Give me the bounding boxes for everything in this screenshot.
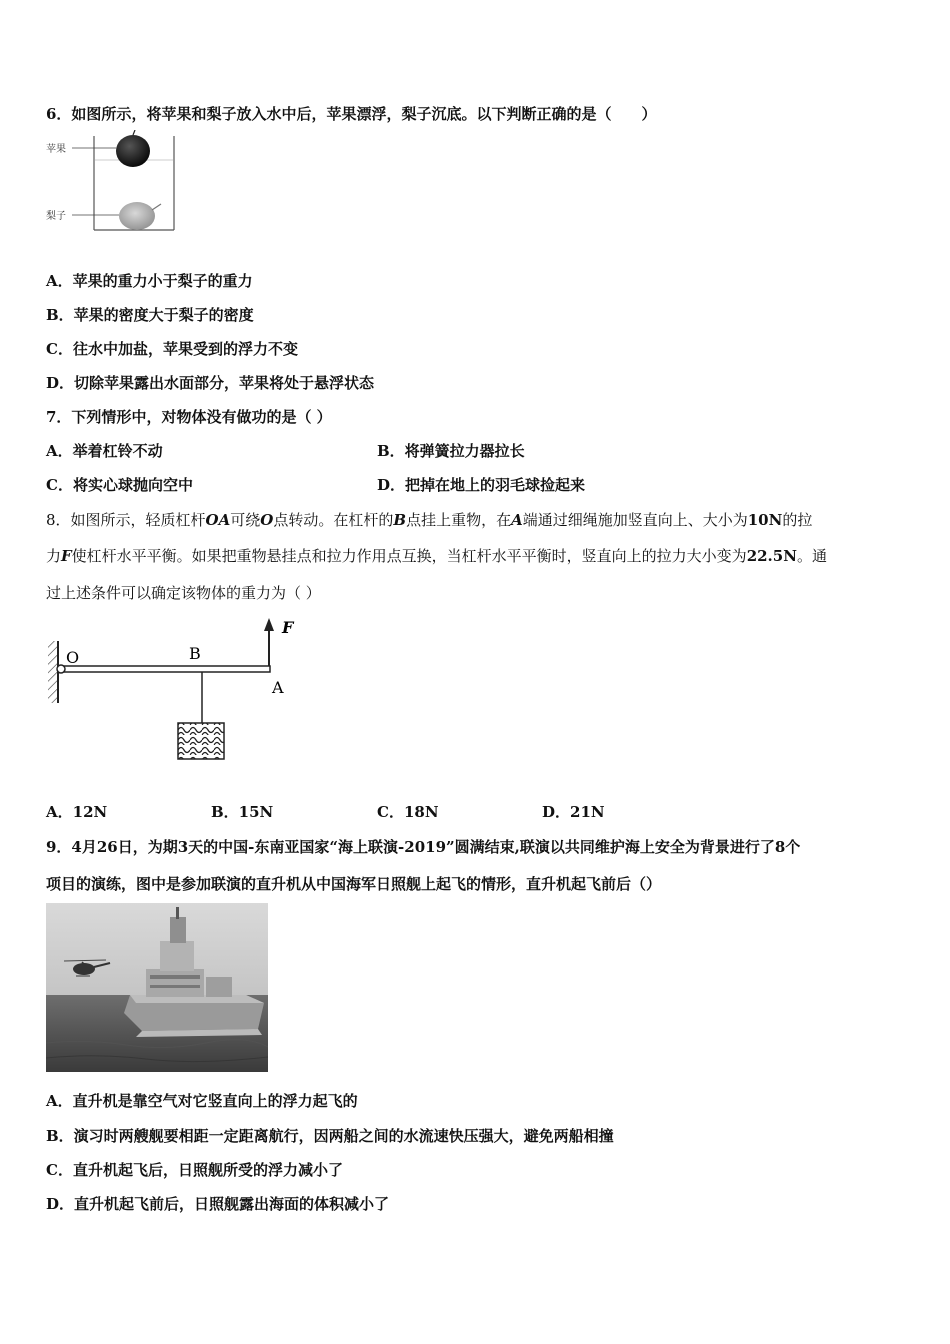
q8-figure-lever — [46, 615, 306, 765]
q9-option-a[interactable]: A．直升机是靠空气对它竖直向上的浮力起飞的 — [46, 1092, 358, 1110]
pear-shape — [119, 202, 155, 230]
q9-stem-line-1: 9．4月26日，为期3天的中国-东南亚国家“海上联演-2019”圆满结束,联演以共同维护海上安全为背景进行了8个 — [46, 838, 801, 856]
force-arrow — [264, 618, 274, 666]
q8-option-c[interactable]: C．18N — [377, 803, 439, 821]
q8-stem-line-3: 过上述条件可以确定该物体的重力为（ ） — [46, 584, 321, 602]
q7-option-b[interactable]: B．将弹簧拉力器拉长 — [377, 442, 525, 460]
q8-stem-line-2: 力F使杠杆水平平衡。如果把重物悬挂点和拉力作用点互换，当杠杆水平平衡时，竖直向上的拉力大小变为22.5N。通 — [46, 547, 827, 565]
q7-option-d[interactable]: D．把掉在地上的羽毛球捡起来 — [377, 476, 586, 494]
lever-bar — [60, 666, 270, 672]
label-a: A — [272, 678, 284, 697]
pear-label: 梨子 — [46, 211, 66, 222]
q9-photo-warship — [46, 903, 268, 1072]
wall-support — [48, 641, 58, 703]
weight-block — [178, 723, 224, 759]
q8-option-a[interactable]: A．12N — [46, 803, 108, 821]
label-o: O — [66, 648, 80, 667]
q6-option-b[interactable]: B．苹果的密度大于梨子的密度 — [46, 306, 254, 324]
q7-option-a[interactable]: A．举着杠铃不动 — [46, 442, 163, 460]
label-b: B — [189, 644, 201, 663]
q8-option-b[interactable]: B．15N — [211, 803, 274, 821]
q9-option-c[interactable]: C．直升机起飞后，日照舰所受的浮力减小了 — [46, 1161, 343, 1179]
q9-option-d[interactable]: D．直升机起飞前后，日照舰露出海面的体积减小了 — [46, 1195, 390, 1213]
q6-option-a[interactable]: A．苹果的重力小于梨子的重力 — [46, 272, 253, 290]
q6-figure-beaker — [46, 130, 206, 235]
q6-option-d[interactable]: D．切除苹果露出水面部分，苹果将处于悬浮状态 — [46, 374, 375, 392]
q6-stem: 6．如图所示，将苹果和梨子放入水中后，苹果漂浮，梨子沉底。以下判断正确的是（ ） — [46, 105, 657, 123]
apple-label: 苹果 — [46, 144, 66, 155]
q9-stem-line-2: 项目的演练，图中是参加联演的直升机从中国海军日照舰上起飞的情形，直升机起飞前后（） — [46, 875, 662, 893]
q7-stem: 7．下列情形中，对物体没有做功的是（ ） — [46, 408, 332, 426]
q8-option-d[interactable]: D．21N — [542, 803, 605, 821]
q6-option-c[interactable]: C．往水中加盐，苹果受到的浮力不变 — [46, 340, 298, 358]
q7-option-c[interactable]: C．将实心球抛向空中 — [46, 476, 193, 494]
q8-stem-line-1: 8．如图所示，轻质杠杆OA可绕O点转动。在杠杆的B点挂上重物，在A端通过细绳施加竖直向上、大小为10N的拉 — [46, 511, 813, 529]
q9-option-b[interactable]: B．演习时两艘舰要相距一定距离航行，因两船之间的水流速快压强大，避免两船相撞 — [46, 1127, 614, 1145]
label-f: F — [282, 618, 294, 637]
pivot-point — [57, 665, 65, 673]
apple-shape — [116, 135, 150, 167]
